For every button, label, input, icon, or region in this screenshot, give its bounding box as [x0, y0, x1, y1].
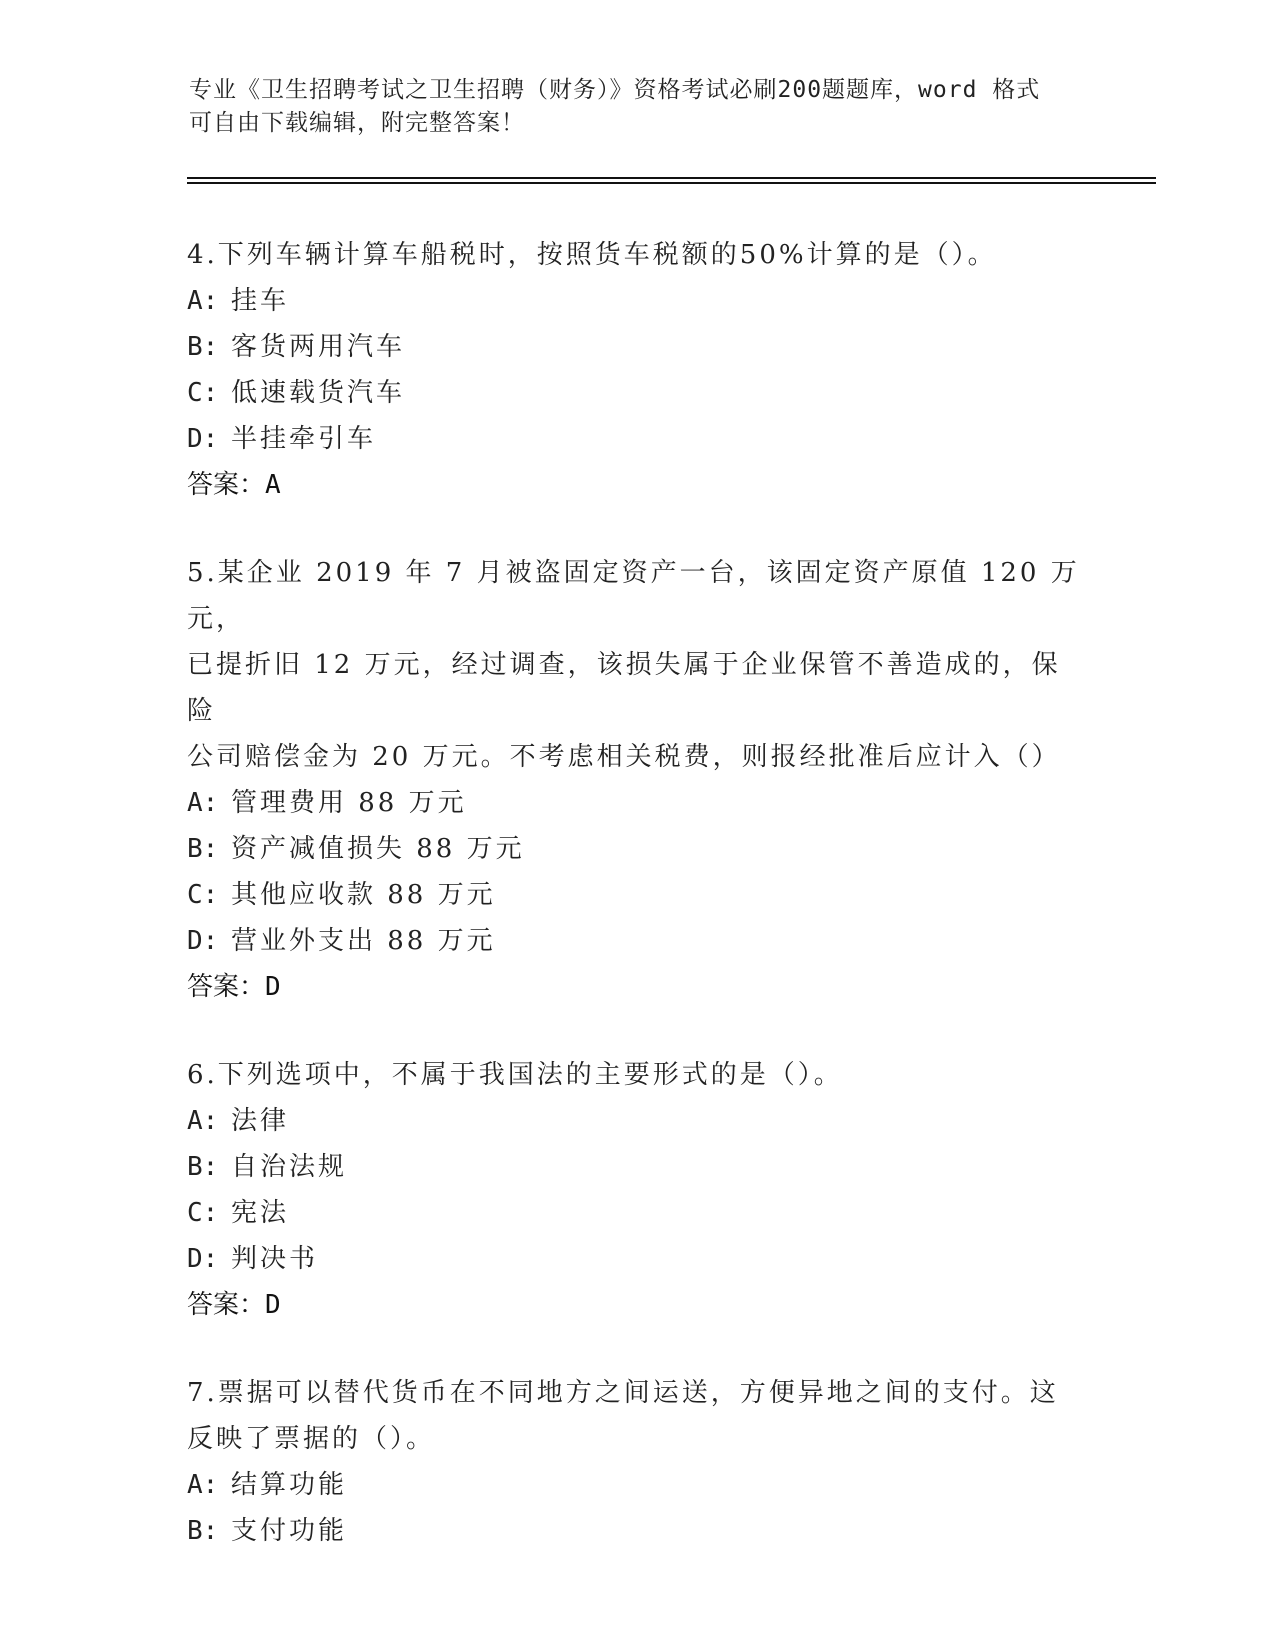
option-letter: A: [187, 1470, 219, 1500]
question-7 [187, 1370, 1087, 1554]
option-b [187, 1144, 1087, 1190]
option-text: 法律 [231, 1106, 290, 1136]
header-divider-top [187, 177, 1156, 179]
option-text: 挂车 [231, 286, 290, 316]
option-d [187, 416, 1087, 462]
option-a [187, 1098, 1087, 1144]
question-stem: 6.下列选项中，不属于我国法的主要形式的是（）。 [187, 1060, 843, 1090]
option-text: 管理费用 88 万元 [231, 788, 467, 818]
header-line-1: 专业《卫生招聘考试之卫生招聘（财务）》资格考试必刷200题题库，word 格式 [189, 77, 1041, 103]
question-5 [187, 550, 1087, 1010]
option-text: 客货两用汽车 [231, 332, 406, 362]
option-letter: A: [187, 788, 219, 818]
question-stem-line: 公司赔偿金为 20 万元。不考虑相关税费，则报经批准后应计入（） [187, 742, 1061, 772]
option-letter: D: [187, 926, 219, 956]
question-6 [187, 1052, 1087, 1328]
option-d [187, 918, 1087, 964]
option-letter: C: [187, 378, 219, 408]
question-stem-line: 7.票据可以替代货币在不同地方之间运送，方便异地之间的支付。这 [187, 1378, 1059, 1408]
question-4 [187, 232, 1087, 508]
answer-value: D [265, 972, 281, 1002]
option-letter: A: [187, 1106, 219, 1136]
option-b [187, 826, 1087, 872]
option-text: 营业外支出 88 万元 [231, 926, 496, 956]
option-letter: B: [187, 1516, 219, 1546]
option-letter: D: [187, 1244, 219, 1274]
option-text: 支付功能 [231, 1516, 348, 1546]
option-letter: C: [187, 1198, 219, 1228]
option-text: 宪法 [231, 1198, 290, 1228]
option-text: 判决书 [231, 1244, 319, 1274]
question-stem-line: 已提折旧 12 万元，经过调查，该损失属于企业保管不善造成的，保险 [187, 650, 1061, 726]
option-a [187, 1462, 1087, 1508]
option-c [187, 872, 1087, 918]
answer-line [187, 964, 1087, 1010]
answer-line [187, 462, 1087, 508]
answer-label: 答案： [187, 470, 266, 500]
option-text: 低速载货汽车 [231, 378, 406, 408]
answer-label: 答案： [187, 1290, 266, 1320]
answer-value: A [265, 470, 281, 500]
option-d [187, 1236, 1087, 1282]
option-letter: B: [187, 834, 219, 864]
option-a [187, 278, 1087, 324]
question-stem: 4.下列车辆计算车船税时，按照货车税额的50%计算的是（）。 [187, 240, 997, 270]
question-list [187, 232, 1087, 1596]
option-text: 其他应收款 88 万元 [231, 880, 496, 910]
answer-label: 答案： [187, 972, 266, 1002]
document-header [189, 74, 1089, 140]
answer-line [187, 1282, 1087, 1328]
header-divider-bottom [187, 182, 1156, 184]
option-letter: A: [187, 286, 219, 316]
option-letter: D: [187, 424, 219, 454]
option-b [187, 1508, 1087, 1554]
option-a [187, 780, 1087, 826]
option-letter: B: [187, 1152, 219, 1182]
option-text: 自治法规 [231, 1152, 348, 1182]
option-letter: B: [187, 332, 219, 362]
answer-value: D [265, 1290, 281, 1320]
option-text: 结算功能 [231, 1470, 348, 1500]
option-b [187, 324, 1087, 370]
option-text: 资产减值损失 88 万元 [231, 834, 525, 864]
header-line-2: 可自由下载编辑，附完整答案！ [189, 110, 525, 136]
option-text: 半挂牵引车 [231, 424, 377, 454]
question-stem-line: 反映了票据的（）。 [187, 1424, 436, 1454]
option-letter: C: [187, 880, 219, 910]
option-c [187, 1190, 1087, 1236]
option-c [187, 370, 1087, 416]
question-stem-line: 5.某企业 2019 年 7 月被盗固定资产一台，该固定资产原值 120 万元， [187, 558, 1080, 634]
